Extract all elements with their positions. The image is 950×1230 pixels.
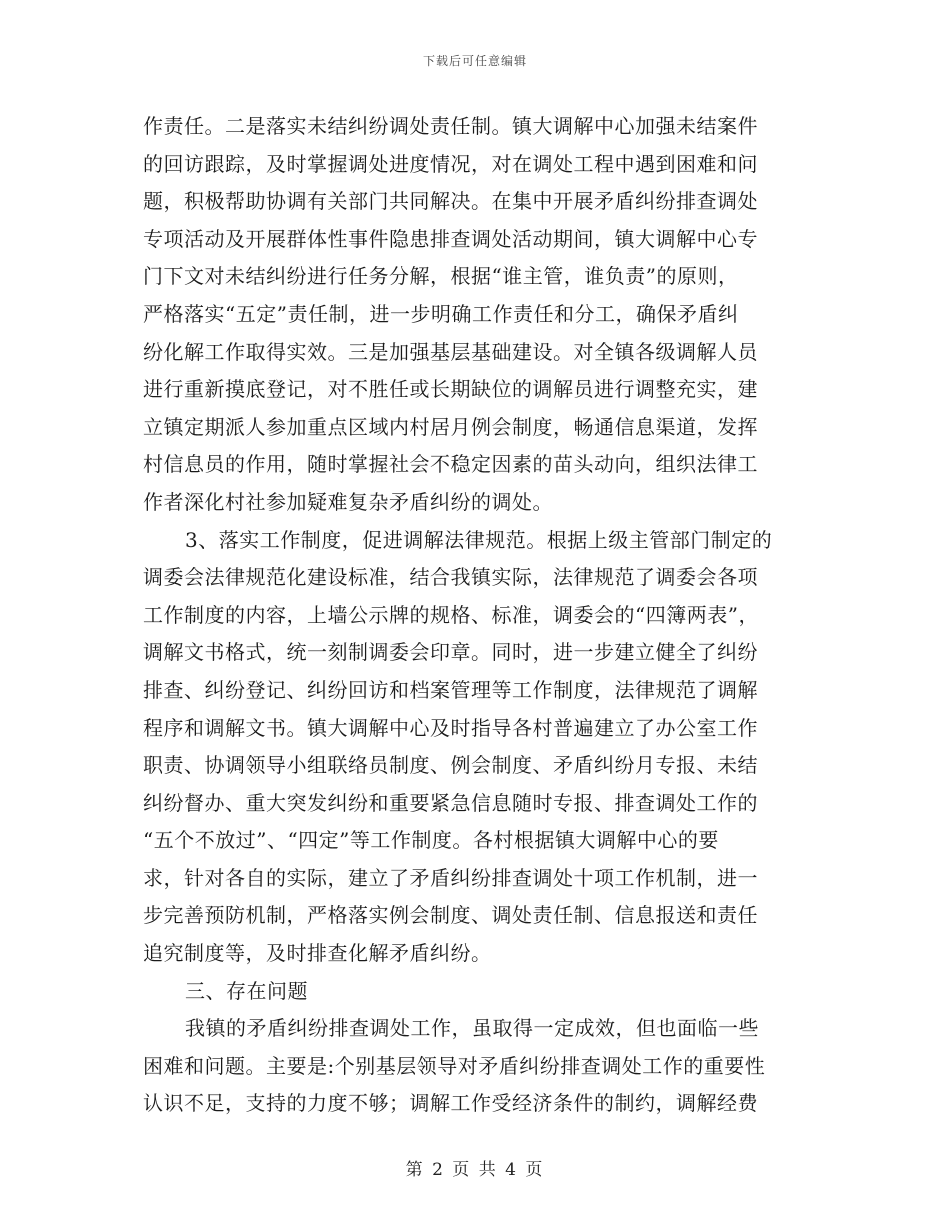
text-line: 纷化解工作取得实效。三是加强基层基础建设。对全镇各级调解人员 xyxy=(143,339,758,364)
text-line: 职责、协调领导小组联络员制度、例会制度、矛盾纠纷月专报、未结 xyxy=(143,753,758,778)
text-line: 调委会法律规范化建设标准，结合我镇实际，法律规范了调委会各项 xyxy=(143,565,758,590)
text-line: 3、落实工作制度，促进调解法律规范。根据上级主管部门制定的 xyxy=(185,527,773,552)
text-line: 调解文书格式，统一刻制调委会印章。同时，进一步建立健全了纠纷 xyxy=(143,640,758,665)
page-footer: 第 2 页 共 4 页 xyxy=(405,1160,545,1180)
text-line: 求，针对各自的实际，建立了矛盾纠纷排查调处十项工作机制，进一 xyxy=(143,865,758,890)
text-line: 题，积极帮助协调有关部门共同解决。在集中开展矛盾纠纷排查调处 xyxy=(143,189,758,214)
text-line: 认识不足，支持的力度不够；调解工作受经济条件的制约，调解经费 xyxy=(143,1091,758,1116)
page-header: 下载后可任意编辑 xyxy=(422,54,527,68)
text-line: 纠纷督办、重大突发纠纷和重要紧急信息随时专报、排查调处工作的 xyxy=(143,790,758,815)
text-line: 三、存在问题 xyxy=(185,978,308,1003)
text-line: 进行重新摸底登记，对不胜任或长期缺位的调解员进行调整充实，建 xyxy=(143,377,758,402)
text-line: 我镇的矛盾纠纷排查调处工作，虽取得一定成效，但也面临一些 xyxy=(185,1016,759,1041)
text-line: 的回访跟踪，及时掌握调处进度情况，对在调处工程中遇到困难和问 xyxy=(143,151,758,176)
text-line: “五个不放过”、“四定”等工作制度。各村根据镇大调解中心的要 xyxy=(143,828,719,853)
text-line: 作责任。二是落实未结纠纷调处责任制。镇大调解中心加强未结案件 xyxy=(143,114,758,138)
text-line: 严格落实“五定”责任制，进一步明确工作责任和分工，确保矛盾纠 xyxy=(143,301,739,326)
text-line: 专项活动及开展群体性事件隐患排查调处活动期间，镇大调解中心专 xyxy=(143,226,758,251)
text-line: 立镇定期派人参加重点区域内村居月例会制度，畅通信息渠道，发挥 xyxy=(143,414,758,439)
text-line: 排查、纠纷登记、纠纷回访和档案管理等工作制度，法律规范了调解 xyxy=(143,677,758,702)
text-line: 追究制度等，及时排查化解矛盾纠纷。 xyxy=(143,941,492,966)
document-body xyxy=(143,108,807,1123)
text-line: 程序和调解文书。镇大调解中心及时指导各村普遍建立了办公室工作 xyxy=(143,715,758,740)
text-line: 步完善预防机制，严格落实例会制度、调处责任制、信息报送和责任 xyxy=(143,903,758,928)
text-line: 困难和问题。主要是:个别基层领导对矛盾纠纷排查调处工作的重要性 xyxy=(143,1053,766,1078)
text-line: 作者深化村社参加疑难复杂矛盾纠纷的调处。 xyxy=(143,489,553,514)
text-line: 门下文对未结纠纷进行任务分解，根据“谁主管，谁负责”的原则， xyxy=(143,264,739,289)
text-line: 村信息员的作用，随时掌握社会不稳定因素的苗头动向，组织法律工 xyxy=(143,452,758,477)
text-line: 工作制度的内容，上墙公示牌的规格、标准，调委会的“四簿两表”， xyxy=(143,602,759,627)
